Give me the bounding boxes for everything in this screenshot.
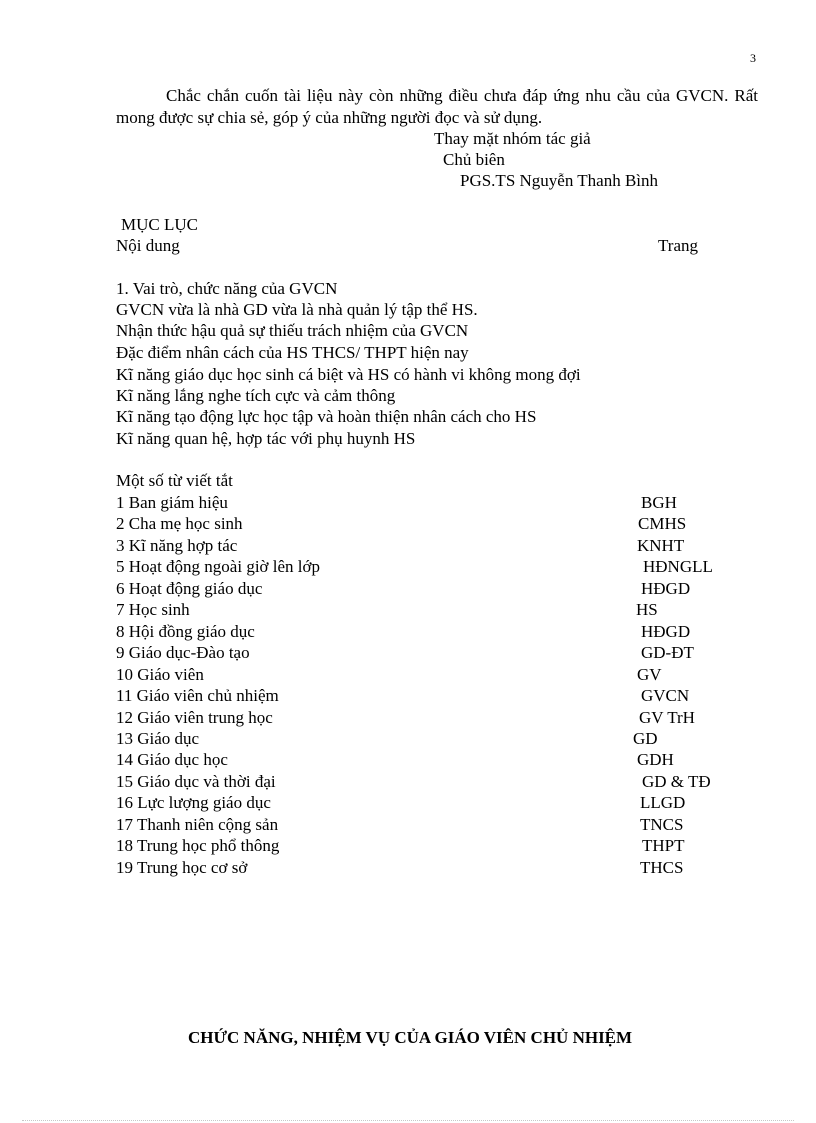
intro-paragraph <box>116 85 758 128</box>
abbreviation-code: THPT <box>642 836 685 856</box>
abbreviation-code: TNCS <box>640 814 684 834</box>
abbreviation-label: 11 Giáo viên chủ nhiệm <box>116 686 279 706</box>
toc-item: Đặc điểm nhân cách của HS THCS/ THPT hiện nay <box>116 343 469 362</box>
abbreviation-code: GV TrH <box>639 707 695 727</box>
abbreviation-label: 16 Lực lượng giáo dục <box>116 793 271 813</box>
abbreviation-label: 12 Giáo viên trung học <box>116 707 273 727</box>
abbreviation-label: 2 Cha mẹ học sinh <box>116 514 243 534</box>
abbreviation-label: 18 Trung học phổ thông <box>116 836 280 856</box>
abbreviation-label: 13 Giáo dục <box>116 728 200 748</box>
abbreviation-code: HS <box>636 600 658 620</box>
abbreviation-label: 6 Hoạt động giáo dục <box>116 578 263 598</box>
abbreviation-label: 14 Giáo dục học <box>116 750 228 770</box>
abbreviation-label: 5 Hoạt động ngoài giờ lên lớp <box>116 557 321 577</box>
page-bottom-rule <box>22 1120 794 1121</box>
toc-item: 1. Vai trò, chức năng của GVCN <box>116 279 338 298</box>
page-number: 3 <box>750 51 756 65</box>
abbreviation-code: BGH <box>641 493 677 512</box>
abbreviation-label: 17 Thanh niên cộng sản <box>116 814 279 834</box>
abbreviation-label: 1 Ban giám hiệu <box>116 493 228 512</box>
abbreviation-code: THCS <box>640 857 684 877</box>
section-heading: CHỨC NĂNG, NHIỆM VỤ CỦA GIÁO VIÊN CHỦ NHIỆM <box>188 1028 633 1047</box>
abbreviation-code: CMHS <box>638 514 687 534</box>
signature-line-3: PGS.TS Nguyễn Thanh Bình <box>460 171 659 190</box>
abbreviation-code: HĐNGLL <box>643 557 713 577</box>
abbreviation-code: GV <box>637 664 662 684</box>
abbreviation-code: GDH <box>637 750 674 770</box>
abbreviation-label: 7 Học sinh <box>116 600 190 620</box>
toc-item: Kĩ năng tạo động lực học tập và hoàn thiện nhân cách cho HS <box>116 407 537 426</box>
abbreviation-label: 10 Giáo viên <box>116 664 204 684</box>
toc-item: Kĩ năng quan hệ, hợp tác với phụ huynh HS <box>116 429 416 448</box>
abbreviation-code: GVCN <box>641 686 690 706</box>
abbreviation-code: LLGD <box>640 793 686 813</box>
abbreviation-code: GD-ĐT <box>641 643 694 663</box>
abbreviation-code: GD <box>633 728 658 748</box>
toc-item: Kĩ năng lắng nghe tích cực và cảm thông <box>116 386 396 405</box>
abbreviations-title: Một số từ viết tắt <box>116 471 233 490</box>
abbreviation-label: 19 Trung học cơ sở <box>116 857 248 877</box>
abbreviation-label: 8 Hội đồng giáo dục <box>116 621 255 641</box>
abbreviation-code: HĐGD <box>641 621 691 641</box>
signature-line-2: Chủ biên <box>443 150 505 169</box>
abbreviation-label: 9 Giáo dục-Đào tạo <box>116 643 250 663</box>
signature-line-1: Thay mặt nhóm tác giả <box>434 129 591 148</box>
abbreviation-code: GD & TĐ <box>642 771 711 791</box>
toc-item: Nhận thức hậu quả sự thiếu trách nhiệm của GVCN <box>116 321 469 340</box>
toc-item: Kĩ năng giáo dục học sinh cá biệt và HS có hành vi không mong đợi <box>116 365 581 384</box>
toc-col-page: Trang <box>658 236 698 255</box>
abbreviation-code: KNHT <box>637 535 685 555</box>
toc-col-content: Nội dung <box>116 236 180 255</box>
toc-item: GVCN vừa là nhà GD vừa là nhà quản lý tập thể HS. <box>116 300 478 319</box>
toc-title: MỤC LỤC <box>121 215 198 234</box>
intro-paragraph-text: Chắc chắn cuốn tài liệu này còn những điều chưa đáp ứng nhu cầu của GVCN. Rất mong được sự chia sẻ, góp ý của những người đọc và sử dụng. <box>116 86 758 127</box>
abbreviation-label: 3 Kĩ năng hợp tác <box>116 535 238 555</box>
abbreviation-code: HĐGD <box>641 578 691 598</box>
abbreviation-label: 15 Giáo dục và thời đại <box>116 771 276 791</box>
